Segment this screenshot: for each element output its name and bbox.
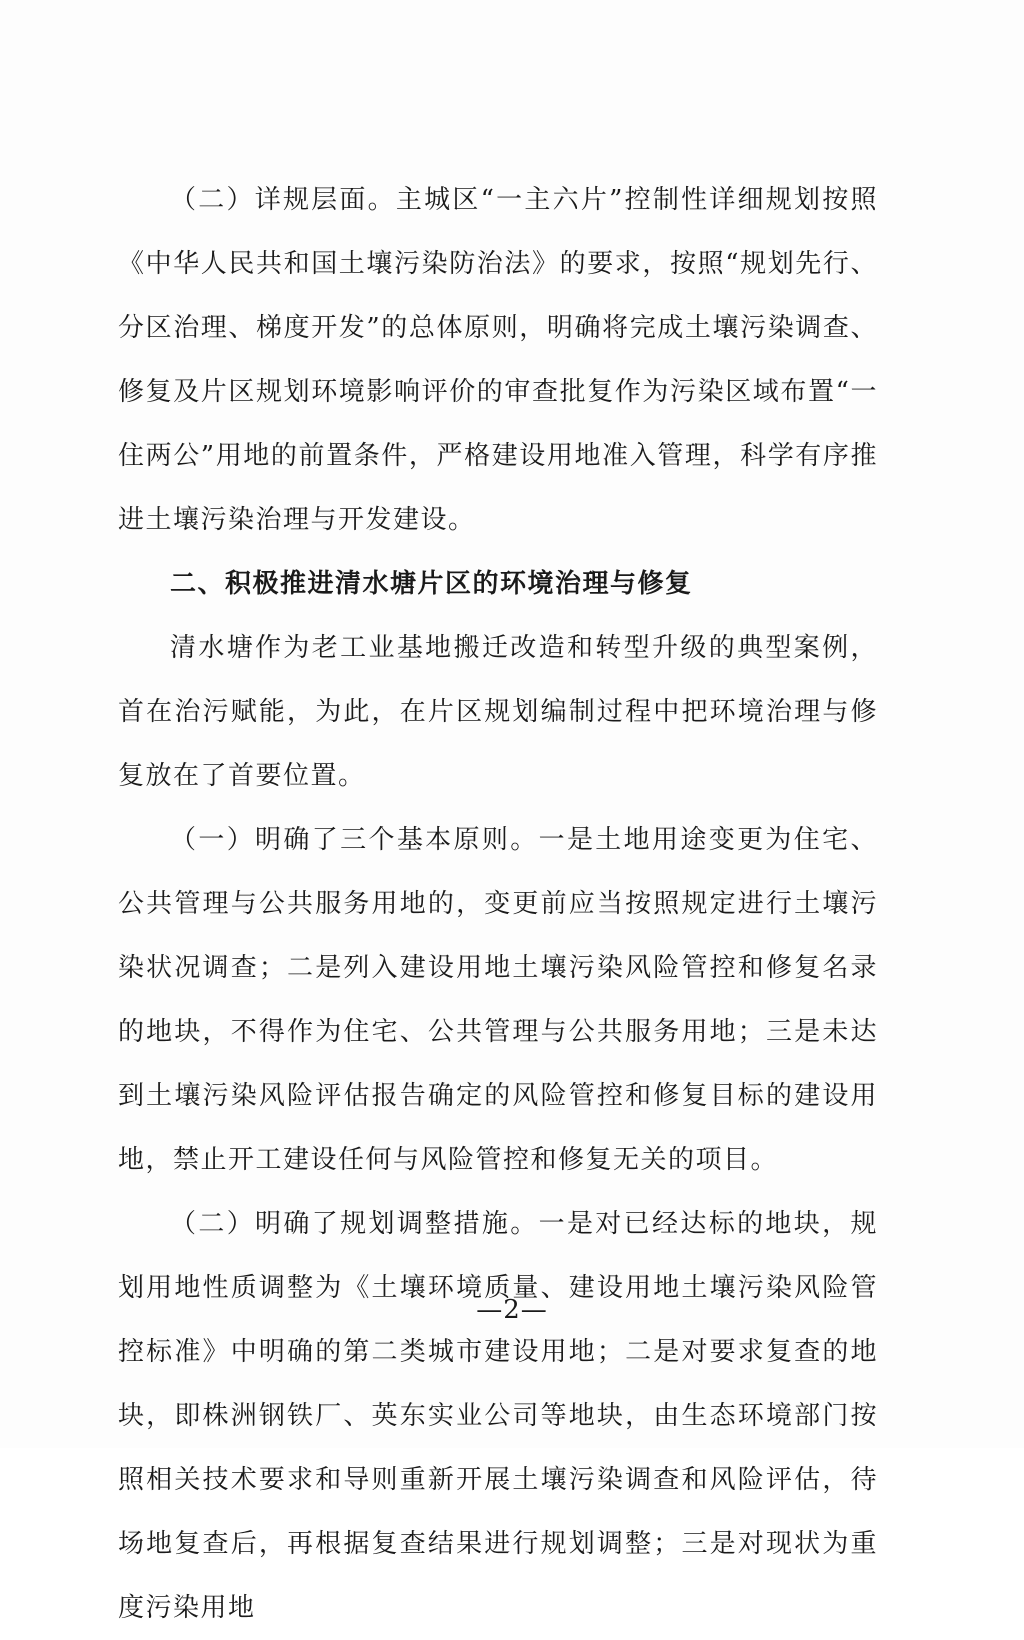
document-body [118, 168, 878, 1640]
paragraph-basic-principles: （一）明确了三个基本原则。一是土地用途变更为住宅、公共管理与公共服务用地的，变更前应当按照规定进行土壤污染状况调查；二是列入建设用地土壤污染风险管控和修复名录的地块，不得作为住宅、公共管理与公共服务用地；三是未达到土壤污染风险评估报告确定的风险管控和修复目标的建设用地，禁止开工建设任何与风险管控和修复无关的项目。 [118, 825, 878, 1175]
paragraph-planning-adjustment: （二）明确了规划调整措施。一是对已经达标的地块，规划用地性质调整为《土壤环境质量、建设用地土壤污染风险管控标准》中明确的第二类城市建设用地；二是对要求复查的地块，即株洲钢铁厂、英东实业公司等地块，由生态环境部门按照相关技术要求和导则重新开展土壤污染调查和风险评估，待场地复查后，再根据复查结果进行规划调整；三是对现状为重度污染用地 [118, 1209, 878, 1623]
section-heading-qingshuitang: 二、积极推进清水塘片区的环境治理与修复 [170, 569, 693, 599]
page-number: —2— [476, 1295, 548, 1325]
paragraph-qingshuitang-intro: 清水塘作为老工业基地搬迁改造和转型升级的典型案例，首在治污赋能，为此，在片区规划编制过程中把环境治理与修复放在了首要位置。 [118, 633, 878, 791]
paragraph-detailed-planning: （二）详规层面。主城区“一主六片”控制性详细规划按照《中华人民共和国土壤污染防治法》的要求，按照“规划先行、分区治理、梯度开发”的总体原则，明确将完成土壤污染调查、修复及片区规划环境影响评价的审查批复作为污染区域布置“一住两公”用地的前置条件，严格建设用地准入管理，科学有序推进土壤污染治理与开发建设。 [118, 185, 878, 535]
